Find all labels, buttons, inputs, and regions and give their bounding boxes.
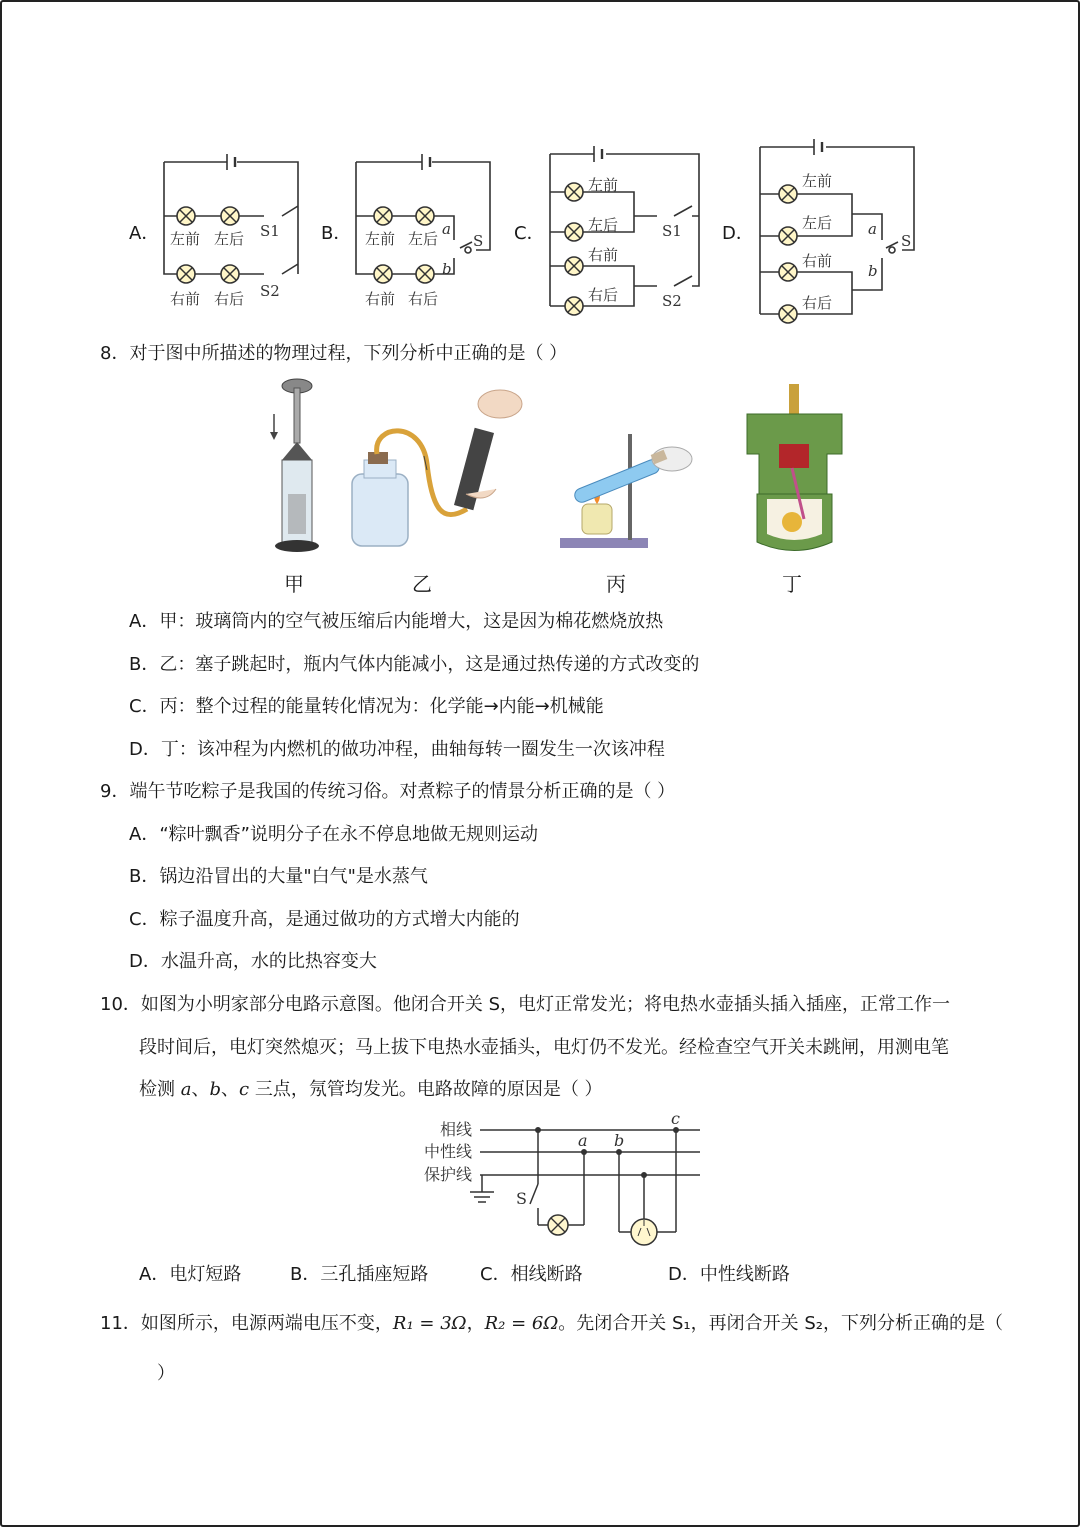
wire-label-live: 相线 [440, 1120, 473, 1139]
q7c-lamp-3: 右前 [588, 246, 619, 264]
q8-figures [252, 374, 872, 584]
q8-option-c[interactable]: C．丙：整个过程的能量转化情况为：化学能→内能→机械能 [129, 696, 604, 717]
q10-line3-pre: 检测 [139, 1079, 181, 1100]
q7b-lamp-4: 右后 [408, 290, 439, 308]
figure-label-jia: 甲 [284, 572, 304, 596]
q8-option-b[interactable]: B．乙：塞子跳起时，瓶内气体内能减小，这是通过热传递的方式改变的 [129, 654, 700, 675]
q7c-lamp-1: 左前 [588, 176, 619, 194]
diagram-point-c: c [671, 1112, 680, 1128]
q7d-lamp-3: 右前 [802, 252, 833, 270]
q10-point-a: a [180, 1079, 192, 1100]
q11-r2: R₂ = 6Ω [484, 1313, 559, 1334]
q7c-switch-2: S2 [662, 292, 682, 310]
q7c-switch-1: S1 [662, 222, 682, 240]
q11-comma: ， [466, 1313, 485, 1334]
q9-stem: 9．端午节吃粽子是我国的传统习俗。对煮粽子的情景分析正确的是（ ） [100, 781, 676, 802]
wire-label-neutral: 中性线 [424, 1142, 473, 1161]
q10-point-b: b [209, 1079, 221, 1100]
q7b-terminal-a: a [442, 220, 451, 238]
q7b-lamp-3: 右前 [365, 290, 396, 308]
q9-option-c[interactable]: C．粽子温度升高，是通过做功的方式增大内能的 [129, 909, 520, 930]
figure-yi-illustration [352, 390, 522, 546]
q8-option-d[interactable]: D．丁：该冲程为内燃机的做功冲程，曲轴每转一圈发生一次该冲程 [129, 739, 665, 760]
q9-option-b[interactable]: B．锅边沿冒出的大量"白气"是水蒸气 [129, 866, 428, 887]
q11-post: 。先闭合开关 S₁，再闭合开关 S₂，下列分析正确的是（ [558, 1313, 1003, 1334]
q10-option-c[interactable]: C．相线断路 [480, 1264, 583, 1285]
diagram-switch-label: S [516, 1189, 527, 1208]
q10-option-a[interactable]: A．电灯短路 [139, 1264, 242, 1285]
figure-bing-illustration [560, 434, 692, 548]
q10-line3-post: 三点，氖管均发光。电路故障的原因是（ ） [249, 1079, 603, 1100]
q10-stem-line1: 10．如图为小明家部分电路示意图。他闭合开关 S，电灯正常发光；将电热水壶插头插入插座，正常工作一 [100, 994, 951, 1015]
q7d-lamp-4: 右后 [802, 294, 833, 312]
q7a-lamp-4: 右后 [214, 290, 245, 308]
q7a-lamp-1: 左前 [170, 230, 201, 248]
q11-r1: R₁ = 3Ω [392, 1313, 467, 1334]
q7d-switch: S [901, 232, 912, 250]
q7a-lamp-3: 右前 [170, 290, 201, 308]
q7d-lamp-1: 左前 [802, 172, 833, 190]
q7-option-c-letter[interactable]: C． [514, 223, 545, 244]
wire-label-ground: 保护线 [424, 1165, 473, 1184]
q10-point-c: c [239, 1079, 250, 1100]
q7c-lamp-4: 右后 [588, 286, 619, 304]
q7d-terminal-a: a [868, 220, 877, 238]
q7-option-b-letter[interactable]: B． [321, 223, 352, 244]
q11-pre: 11．如图所示，电源两端电压不变， [100, 1313, 393, 1334]
q7-option-d-letter[interactable]: D． [722, 223, 754, 244]
figure-ding-illustration [747, 384, 842, 551]
q9-option-d[interactable]: D．水温升高，水的比热容变大 [129, 951, 377, 972]
figure-label-bing: 丙 [606, 572, 626, 596]
q10-option-b[interactable]: B．三孔插座短路 [290, 1264, 429, 1285]
q7b-lamp-1: 左前 [365, 230, 396, 248]
q7a-switch-1: S1 [260, 222, 280, 240]
q7c-lamp-2: 左后 [588, 216, 619, 234]
q8-stem: 8．对于图中所描述的物理过程，下列分析中正确的是（ ） [100, 343, 568, 364]
q7d-lamp-2: 左后 [802, 214, 833, 232]
q7-option-a-letter[interactable]: A． [129, 223, 160, 244]
q7b-switch: S [473, 232, 484, 250]
figure-label-ding: 丁 [782, 572, 802, 596]
q7d-terminal-b: b [868, 262, 878, 280]
q9-option-a[interactable]: A．“粽叶飘香”说明分子在永不停息地做无规则运动 [129, 824, 538, 845]
diagram-point-b: b [614, 1131, 625, 1150]
q7b-terminal-b: b [442, 260, 452, 278]
q11-stem-line2: ） [157, 1363, 175, 1384]
q7b-lamp-2: 左后 [408, 230, 439, 248]
q7a-lamp-2: 左后 [214, 230, 245, 248]
q10-sep1: 、 [191, 1079, 210, 1100]
q10-option-d[interactable]: D．中性线断路 [668, 1264, 790, 1285]
figure-jia-illustration [270, 379, 319, 552]
q10-household-circuit-diagram [412, 1112, 712, 1252]
diagram-point-a: a [578, 1131, 588, 1150]
q10-stem-line2: 段时间后，电灯突然熄灭；马上拔下电热水壶插头，电灯仍不发光。经检查空气开关未跳闸，用测电笔 [139, 1037, 949, 1058]
q10-stem-line3 [139, 1078, 603, 1102]
q10-sep2: 、 [221, 1079, 239, 1100]
q7a-switch-2: S2 [260, 282, 280, 300]
q11-stem-line1 [100, 1312, 1003, 1336]
figure-label-yi: 乙 [412, 572, 432, 596]
q8-option-a[interactable]: A．甲：玻璃筒内的空气被压缩后内能增大，这是因为棉花燃烧放热 [129, 611, 664, 632]
